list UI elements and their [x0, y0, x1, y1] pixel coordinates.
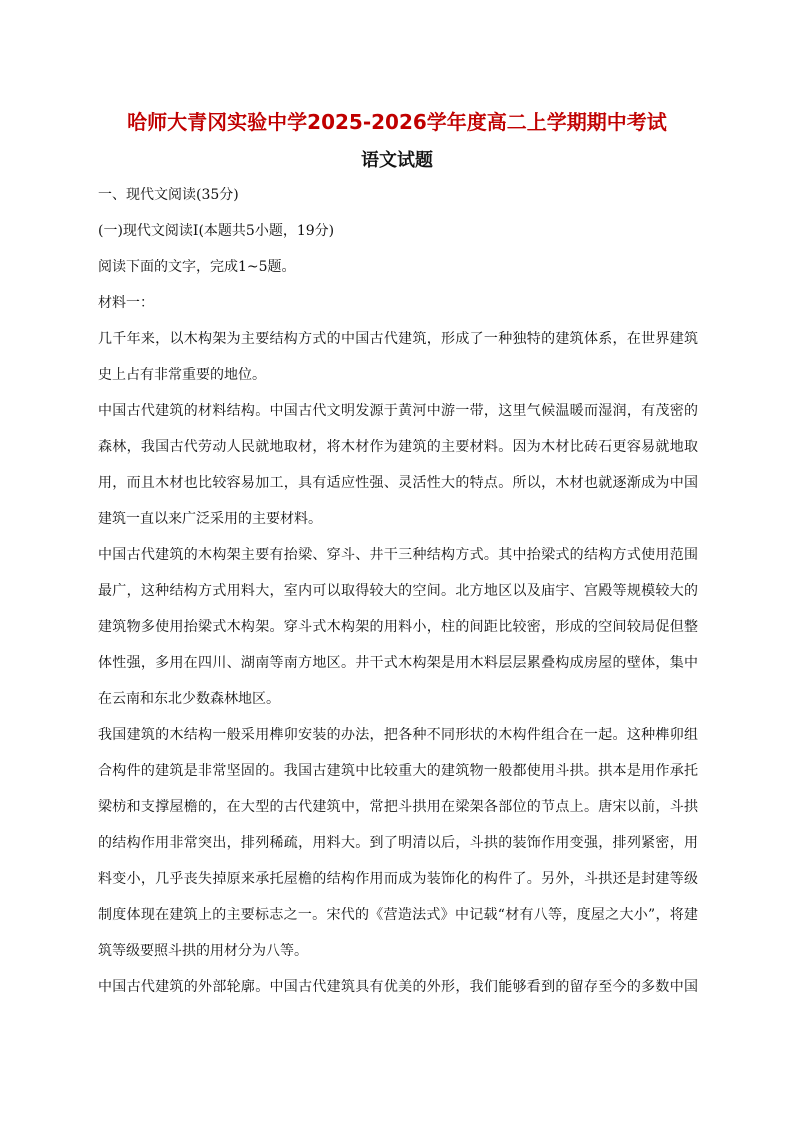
subject-title: 语文试题 — [361, 150, 433, 171]
paragraph-1 — [98, 331, 698, 403]
paragraph-line: 建筑一直以来广泛采用的主要材料。 — [98, 511, 322, 527]
document-body — [98, 187, 698, 1015]
reading-instruction: 阅读下面的文字，完成1~5题。 — [98, 259, 296, 275]
paragraph-2 — [98, 403, 698, 547]
paragraph-line: 中国古代建筑的外部轮廓。中国古代建筑具有优美的外形，我们能够看到的留存至今的多数中国 — [98, 979, 698, 995]
section-subheading: (一)现代文阅读Ⅰ(本题共5小题，19分) — [98, 223, 335, 239]
paragraph-line: 料变小，几乎丧失掉原来承托屋檐的结构作用而成为装饰化的构件了。另外，斗拱还是封建等级 — [98, 871, 698, 887]
paragraph-line: 最广，这种结构方式用料大，室内可以取得较大的空间。北方地区以及庙宇、宫殿等规模较大的 — [98, 583, 698, 599]
paragraph-line: 建筑物多使用抬梁式木构架。穿斗式木构架的用料小，柱的间距比较密，形成的空间较局促但整 — [98, 619, 698, 635]
paragraph-line: 在云南和东北少数森林地区。 — [98, 691, 280, 707]
paragraph-5 — [98, 979, 698, 1015]
paragraph-line: 的结构作用非常突出，排列稀疏，用料大。到了明清以后，斗拱的装饰作用变强，排列紧密，用 — [98, 835, 698, 851]
paragraph-line: 筑等级要照斗拱的用材分为八等。 — [98, 943, 308, 959]
paragraph-line: 我国建筑的木结构一般采用榫卯安装的办法，把各种不同形状的木构件组合在一起。这种榫卯组 — [98, 727, 698, 743]
paragraph-line: 梁枋和支撑屋檐的，在大型的古代建筑中，常把斗拱用在梁架各部位的节点上。唐宋以前，斗拱 — [98, 799, 698, 815]
paragraph-line: 用，而且木材也比较容易加工，具有适应性强、灵活性大的特点。所以，木材也就逐渐成为中国 — [98, 475, 698, 491]
paragraph-line: 体性强，多用在四川、湖南等南方地区。井干式木构架是用木料层层累叠构成房屋的壁体，集中 — [98, 655, 698, 671]
paragraph-3 — [98, 547, 698, 727]
paragraph-line: 中国古代建筑的材料结构。中国古代文明发源于黄河中游一带，这里气候温暖而湿润，有茂密的 — [98, 403, 698, 419]
paragraph-line: 史上占有非常重要的地位。 — [98, 367, 266, 383]
paragraph-line: 制度体现在建筑上的主要标志之一。宋代的《营造法式》中记载“材有八等，度屋之大小”，将建 — [98, 907, 698, 923]
paragraph-line: 合构件的建筑是非常坚固的。我国古建筑中比较重大的建筑物一般都使用斗拱。拱本是用作承托 — [98, 763, 698, 779]
paragraph-line: 森林，我国古代劳动人民就地取材，将木材作为建筑的主要材料。因为木材比砖石更容易就地取 — [98, 439, 698, 455]
section-heading: 一、现代文阅读(35分) — [98, 187, 239, 203]
paragraph-line: 中国古代建筑的木构架主要有抬梁、穿斗、井干三种结构方式。其中抬梁式的结构方式使用范围 — [98, 547, 698, 563]
exam-title: 哈师大青冈实验中学2025-2026学年度高二上学期期中考试 — [127, 110, 667, 134]
material-label: 材料一： — [98, 295, 154, 311]
paragraph-line: 几千年来，以木构架为主要结构方式的中国古代建筑，形成了一种独特的建筑体系，在世界建筑 — [98, 331, 698, 347]
paragraph-4 — [98, 727, 698, 979]
